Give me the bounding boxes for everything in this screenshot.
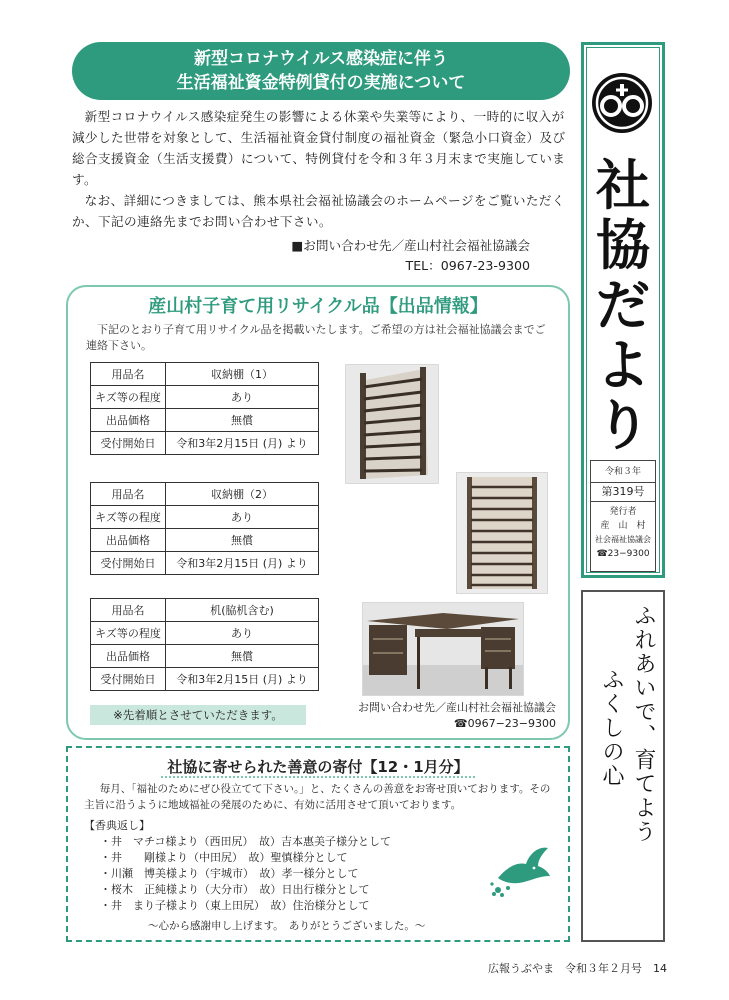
donor-item: ・井 まり子様より（東上田尻） 故）住治様分として	[100, 899, 370, 912]
motto-line-2: ふくしの心	[599, 668, 624, 788]
section1-contact-tel: TEL：0967-23-9300	[405, 258, 530, 273]
section1-title-line1: 新型コロナウイルス感染症に伴う	[194, 49, 448, 69]
dove-icon	[488, 838, 554, 902]
recycle-contact-tel: ☎0967−23−9300	[453, 717, 556, 730]
table-row: 用品名 収納棚（1）	[91, 363, 319, 386]
recycle-title: 産山村子育て用リサイクル品【出品情報】	[148, 296, 488, 317]
publisher-org: 社会福祉協議会	[595, 535, 651, 544]
desk-photo	[362, 602, 524, 696]
donation-category: 【香典返し】	[84, 819, 150, 832]
recycle-description: 下記のとおり子育て用リサイクル品を掲載いたします。ご希望の方は社会福祉協議会までご連絡下さい。	[86, 323, 546, 352]
donation-title: 社協に寄せられた善意の寄付【12・1月分】	[66, 756, 570, 777]
table-row: キズ等の程度 あり	[91, 506, 319, 529]
section1-title-line2: 生活福祉資金特例貸付の実施について	[176, 73, 466, 93]
recycle-contact-label: お問い合わせ先／産山村社会福祉協議会	[358, 701, 556, 714]
council-logo-icon	[589, 70, 655, 136]
section1-contact-label: ■お問い合わせ先／産山村社会福祉協議会	[291, 238, 530, 253]
masthead-title-char: よ	[596, 333, 650, 397]
shelf-2-photo	[456, 472, 548, 594]
table-row: キズ等の程度 あり	[91, 622, 319, 645]
donor-item: ・桜木 正純様より（大分市） 故）日出行様分として	[100, 883, 370, 896]
table-row: 出品価格 無償	[91, 645, 319, 668]
donor-item: ・井 剛様より（中田尻） 故）聖慎様分として	[100, 851, 348, 864]
motto-line-1: ふれあいで、育てよう	[631, 604, 656, 844]
thanks-line: 〜心から感謝申し上げます。 ありがとうございました。〜	[148, 920, 426, 932]
table-row: キズ等の程度 あり	[91, 386, 319, 409]
recycle-contact	[326, 700, 556, 732]
table-row: 受付開始日 令和3年2月15日 (月) より	[91, 432, 319, 455]
donation-intro: 毎月、「福祉のためにぜひ役立てて下さい。」と、たくさんの善意をお寄せ頂いております。その主旨に沿うように地域福祉の発展のために、有効に活用させて頂いております。	[84, 783, 551, 811]
table-row: 用品名 収納棚（2）	[91, 483, 319, 506]
donor-item: ・井 マチコ様より（西田尻） 故）吉本惠美子様分として	[100, 835, 392, 848]
page-footer: 広報うぶやま 令和３年２月号 14	[488, 962, 667, 975]
shelf-1-photo	[345, 364, 439, 484]
masthead-title-char: 社	[596, 153, 650, 217]
publisher-label: 発行者	[609, 507, 637, 517]
section1-contact	[250, 236, 570, 276]
item-table-1	[90, 362, 319, 455]
table-row: 出品価格 無償	[91, 529, 319, 552]
table-row: 受付開始日 令和3年2月15日 (月) より	[91, 552, 319, 575]
masthead-title-char: り	[596, 393, 650, 457]
table-row: 受付開始日 令和3年2月15日 (月) より	[91, 668, 319, 691]
masthead-title-char: 協	[596, 213, 650, 277]
section1-title-banner	[72, 42, 570, 100]
table-row: 出品価格 無償	[91, 409, 319, 432]
section1-body	[72, 106, 570, 232]
masthead-title-char: だ	[596, 273, 650, 337]
item-table-3	[90, 598, 319, 691]
table-row: 用品名 机(脇机含む)	[91, 599, 319, 622]
donor-item: ・川瀬 博美様より（宇城市） 故）孝一様分として	[100, 867, 359, 880]
issue-number: 第319号	[591, 482, 655, 502]
first-come-note: ※先着順とさせていただきます。	[90, 705, 306, 725]
issue-info-box	[590, 460, 656, 572]
publisher-village: 産 山 村	[600, 521, 646, 531]
section1-para2: なお、詳細につきましては、熊本県社会福祉協議会のホームページをご覧いただくか、下記の連絡先までお問い合わせ下さい。	[72, 193, 565, 229]
publisher-phone: ☎23−9300	[596, 549, 650, 559]
issue-era: 令和３年	[604, 467, 641, 477]
section1-para1: 新型コロナウイルス感染症発生の影響による休業や失業等により、一時的に収入が減少した世帯を対象として、生活福祉資金貸付制度の福祉資金（緊急小口資金）及び総合支援資金（生活支援費）について、特例貸付を令和３年３月末まで実施しています。	[72, 109, 566, 187]
item-table-2	[90, 482, 319, 575]
